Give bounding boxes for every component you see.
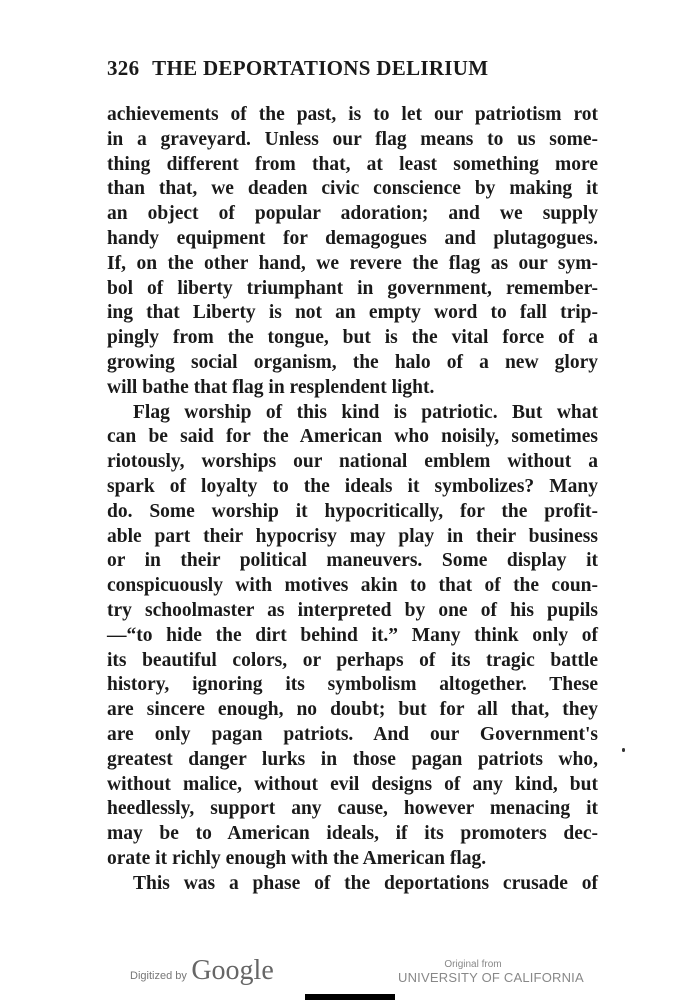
text-line: its beautiful colors, or perhaps of its tragic battle — [107, 649, 598, 671]
text-line: will bathe that flag in resplendent light. — [107, 376, 435, 398]
page-number: 326 — [107, 56, 140, 80]
text-line: may be to American ideals, if its promoters dec- — [107, 823, 598, 845]
text-line: than that, we deaden civic conscience by making it — [107, 178, 598, 200]
text-line: greatest danger lurks in those pagan patriots who, — [107, 748, 598, 770]
text-line: are only pagan patriots. And our Government's — [107, 723, 598, 745]
digitized-by-watermark — [130, 955, 274, 987]
running-header — [107, 56, 598, 81]
text-line: are sincere enough, no doubt; but for all that, they — [107, 699, 598, 721]
text-line: This was a phase of the deportations crusade of — [133, 872, 598, 894]
text-line: bol of liberty triumphant in government, remember- — [107, 277, 598, 299]
text-line: can be said for the American who noisily, sometimes — [107, 426, 598, 448]
text-line: Flag worship of this kind is patriotic. But what — [133, 401, 598, 423]
text-line: try schoolmaster as interpreted by one of his pupils — [107, 599, 598, 621]
text-line: growing social organism, the halo of a new glory — [107, 351, 598, 373]
text-line: If, on the other hand, we revere the flag as our sym- — [107, 252, 598, 274]
text-line: ing that Liberty is not an empty word to fall trip- — [107, 302, 598, 324]
running-title: THE DEPORTATIONS DELIRIUM — [152, 56, 489, 80]
google-logo: Google — [191, 955, 274, 986]
text-line: achievements of the past, is to let our patriotism rot — [107, 104, 598, 125]
text-line: an object of popular adoration; and we supply — [107, 203, 598, 225]
text-line: —“to hide the dirt behind it.” Many think only of — [107, 624, 598, 646]
text-line: thing different from that, at least something more — [107, 153, 598, 175]
text-line: heedlessly, support any cause, however menacing it — [107, 798, 598, 820]
original-from-watermark — [398, 959, 584, 985]
text-line: pingly from the tongue, but is the vital force of a — [107, 327, 598, 349]
scan-speck — [622, 748, 625, 752]
text-line: in a graveyard. Unless our flag means to us some- — [107, 128, 598, 150]
text-line: orate it richly enough with the American flag. — [107, 847, 487, 869]
digitized-by-label: Digitized by — [130, 970, 187, 982]
text-line: riotously, worships our national emblem without a — [107, 451, 598, 473]
institution-label: UNIVERSITY OF CALIFORNIA — [398, 970, 584, 985]
text-line: without malice, without evil designs of any kind, but — [107, 773, 598, 795]
text-line: history, ignoring its symbolism altogether. These — [107, 674, 598, 696]
text-line: conspicuously with motives akin to that of the coun- — [107, 575, 598, 597]
text-line: spark of loyalty to the ideals it symbolizes? Many — [107, 475, 598, 497]
original-from-label: Original from — [444, 959, 502, 970]
scan-edge-bar — [305, 994, 395, 1000]
text-line: able part their hypocrisy may play in their business — [107, 525, 598, 547]
text-line: or in their political maneuvers. Some display it — [107, 550, 598, 572]
text-line: handy equipment for demagogues and plutagogues. — [107, 227, 598, 249]
page-body-text — [107, 103, 598, 897]
text-line: do. Some worship it hypocritically, for the profit- — [107, 500, 598, 522]
